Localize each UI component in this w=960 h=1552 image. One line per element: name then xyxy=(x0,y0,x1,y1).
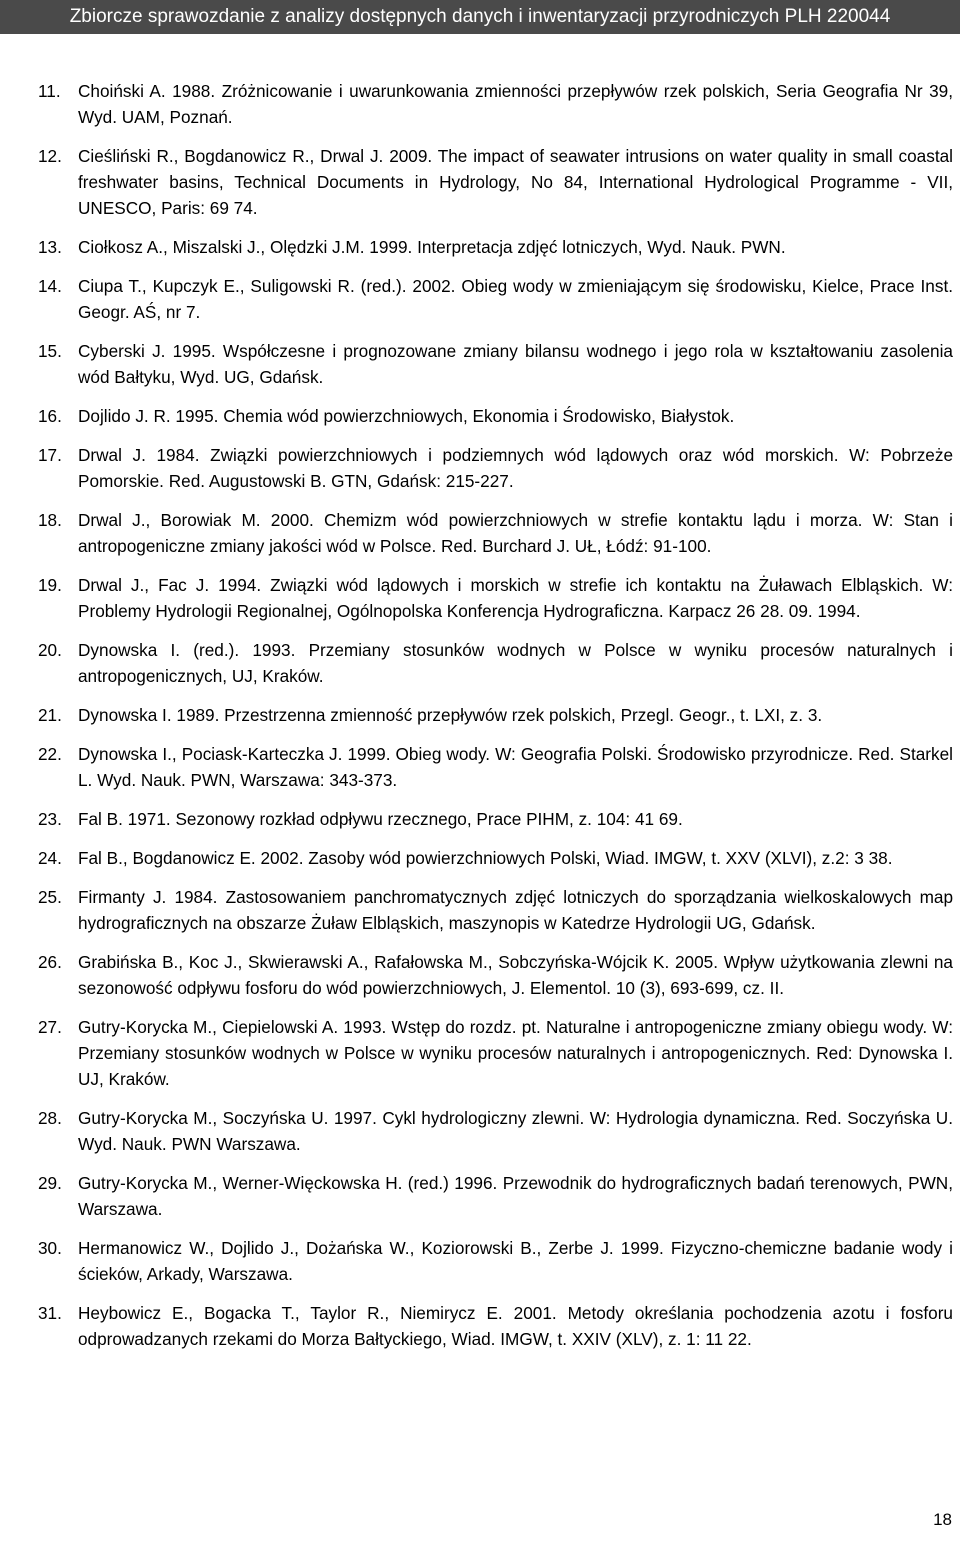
reference-number: 17. xyxy=(38,445,62,465)
reference-number: 18. xyxy=(38,510,62,530)
reference-item xyxy=(0,273,960,325)
page-header xyxy=(0,0,960,34)
reference-number: 15. xyxy=(38,341,62,361)
reference-number: 31. xyxy=(38,1303,62,1323)
reference-item xyxy=(0,741,960,793)
reference-item xyxy=(0,234,960,260)
reference-number: 21. xyxy=(38,705,62,725)
reference-number: 27. xyxy=(38,1017,62,1037)
reference-item xyxy=(0,143,960,221)
reference-text: Fal B., Bogdanowicz E. 2002. Zasoby wód powierzchniowych Polski, Wiad. IMGW, t. XXV (XLVI), z.2: 3 38. xyxy=(78,848,893,868)
reference-number: 19. xyxy=(38,575,62,595)
reference-text: Drwal J. 1984. Związki powierzchniowych i podziemnych wód lądowych oraz wód morskich. W: Pobrzeże Pomorskie. Red. Augustowski B. GTN, Gdańsk: 215-227. xyxy=(78,445,953,491)
reference-text: Hermanowicz W., Dojlido J., Dożańska W., Koziorowski B., Zerbe J. 1999. Fizyczno-chemiczne badanie wody i ścieków, Arkady, Warszawa. xyxy=(78,1238,953,1284)
reference-number: 13. xyxy=(38,237,62,257)
reference-text: Ciupa T., Kupczyk E., Suligowski R. (red.). 2002. Obieg wody w zmieniającym się środowisku, Kielce, Prace Inst. Geogr. AŚ, nr 7. xyxy=(78,276,953,322)
reference-item xyxy=(0,845,960,871)
reference-number: 23. xyxy=(38,809,62,829)
reference-text: Heybowicz E., Bogacka T., Taylor R., Niemirycz E. 2001. Metody określania pochodzenia azotu i fosforu odprowadzanych rzekami do Morza Bałtyckiego, Wiad. IMGW, t. XXIV (XLV), z. 1: 11 22. xyxy=(78,1303,953,1349)
reference-number: 22. xyxy=(38,744,62,764)
reference-text: Dojlido J. R. 1995. Chemia wód powierzchniowych, Ekonomia i Środowisko, Białystok. xyxy=(78,406,735,426)
reference-item xyxy=(0,1235,960,1287)
reference-item xyxy=(0,572,960,624)
reference-text: Gutry-Korycka M., Ciepielowski A. 1993. Wstęp do rozdz. pt. Naturalne i antropogeniczne zmiany obiegu wody. W: Przemiany stosunków wodnych w Polsce w wyniku procesów naturalnych i antropogenicznych. Red: Dynowska I. UJ, Kraków. xyxy=(78,1017,953,1089)
reference-item xyxy=(0,884,960,936)
reference-number: 28. xyxy=(38,1108,62,1128)
reference-text: Fal B. 1971. Sezonowy rozkład odpływu rzecznego, Prace PIHM, z. 104: 41 69. xyxy=(78,809,683,829)
reference-text: Grabińska B., Koc J., Skwierawski A., Rafałowska M., Sobczyńska-Wójcik K. 2005. Wpływ użytkowania zlewni na sezonowość odpływu fosforu do wód powierzchniowych, J. Elementol. 10 (3), 693-699, cz. II. xyxy=(78,952,953,998)
reference-item xyxy=(0,806,960,832)
reference-item xyxy=(0,507,960,559)
reference-number: 24. xyxy=(38,848,62,868)
reference-number: 25. xyxy=(38,887,62,907)
reference-item xyxy=(0,403,960,429)
reference-item xyxy=(0,442,960,494)
reference-number: 12. xyxy=(38,146,62,166)
reference-text: Firmanty J. 1984. Zastosowaniem panchromatycznych zdjęć lotniczych do sporządzania wielkoskalowych map hydrograficznych na obszarze Żuław Elbląskich, maszynopis w Katedrze Hydrologii UG, Gdańsk. xyxy=(78,887,953,933)
reference-text: Dynowska I. 1989. Przestrzenna zmienność przepływów rzek polskich, Przegl. Geogr., t. LXI, z. 3. xyxy=(78,705,823,725)
reference-item xyxy=(0,1300,960,1352)
reference-item xyxy=(0,702,960,728)
reference-text: Drwal J., Borowiak M. 2000. Chemizm wód powierzchniowych w strefie kontaktu lądu i morza. W: Stan i antropogeniczne zmiany jakości wód w Polsce. Red. Burchard J. UŁ, Łódź: 91-100. xyxy=(78,510,953,556)
reference-item xyxy=(0,1105,960,1157)
reference-text: Drwal J., Fac J. 1994. Związki wód lądowych i morskich w strefie ich kontaktu na Żuławach Elbląskich. W: Problemy Hydrologii Regionalnej, Ogólnopolska Konferencja Hydrograficzna. Karpacz 26 28. 09. 1994. xyxy=(78,575,953,621)
reference-item xyxy=(0,949,960,1001)
reference-item xyxy=(0,1014,960,1092)
reference-number: 20. xyxy=(38,640,62,660)
reference-text: Ciołkosz A., Miszalski J., Olędzki J.M. 1999. Interpretacja zdjęć lotniczych, Wyd. Nauk. PWN. xyxy=(78,237,786,257)
reference-number: 14. xyxy=(38,276,62,296)
reference-text: Dynowska I. (red.). 1993. Przemiany stosunków wodnych w Polsce w wyniku procesów naturalnych i antropogenicznych, UJ, Kraków. xyxy=(78,640,953,686)
page-number: 18 xyxy=(933,1510,952,1529)
reference-item xyxy=(0,637,960,689)
reference-item xyxy=(0,78,960,130)
reference-number: 16. xyxy=(38,406,62,426)
reference-text: Cyberski J. 1995. Współczesne i prognozowane zmiany bilansu wodnego i jego rola w kształtowaniu zasolenia wód Bałtyku, Wyd. UG, Gdańsk. xyxy=(78,341,953,387)
reference-text: Gutry-Korycka M., Werner-Więckowska H. (red.) 1996. Przewodnik do hydrograficznych badań terenowych, PWN, Warszawa. xyxy=(78,1173,953,1219)
reference-number: 11. xyxy=(38,81,61,101)
reference-number: 30. xyxy=(38,1238,62,1258)
reference-text: Choiński A. 1988. Zróżnicowanie i uwarunkowania zmienności przepływów rzek polskich, Seria Geografia Nr 39, Wyd. UAM, Poznań. xyxy=(78,81,953,127)
reference-number: 26. xyxy=(38,952,62,972)
reference-item xyxy=(0,338,960,390)
reference-text: Dynowska I., Pociask-Karteczka J. 1999. Obieg wody. W: Geografia Polski. Środowisko przyrodnicze. Red. Starkel L. Wyd. Nauk. PWN, Warszawa: 343-373. xyxy=(78,744,953,790)
reference-number: 29. xyxy=(38,1173,62,1193)
reference-text: Cieśliński R., Bogdanowicz R., Drwal J. 2009. The impact of seawater intrusions on water quality in small coastal freshwater basins, Technical Documents in Hydrology, No 84, International Hydrological Programme - VII, UNESCO, Paris: 69 74. xyxy=(78,146,953,218)
reference-text: Gutry-Korycka M., Soczyńska U. 1997. Cykl hydrologiczny zlewni. W: Hydrologia dynamiczna. Red. Soczyńska U. Wyd. Nauk. PWN Warszawa. xyxy=(78,1108,953,1154)
reference-item xyxy=(0,1170,960,1222)
header-title: Zbiorcze sprawozdanie z analizy dostępnych danych i inwentaryzacji przyrodniczych PLH 220044 xyxy=(69,6,891,27)
reference-list xyxy=(0,78,960,1365)
